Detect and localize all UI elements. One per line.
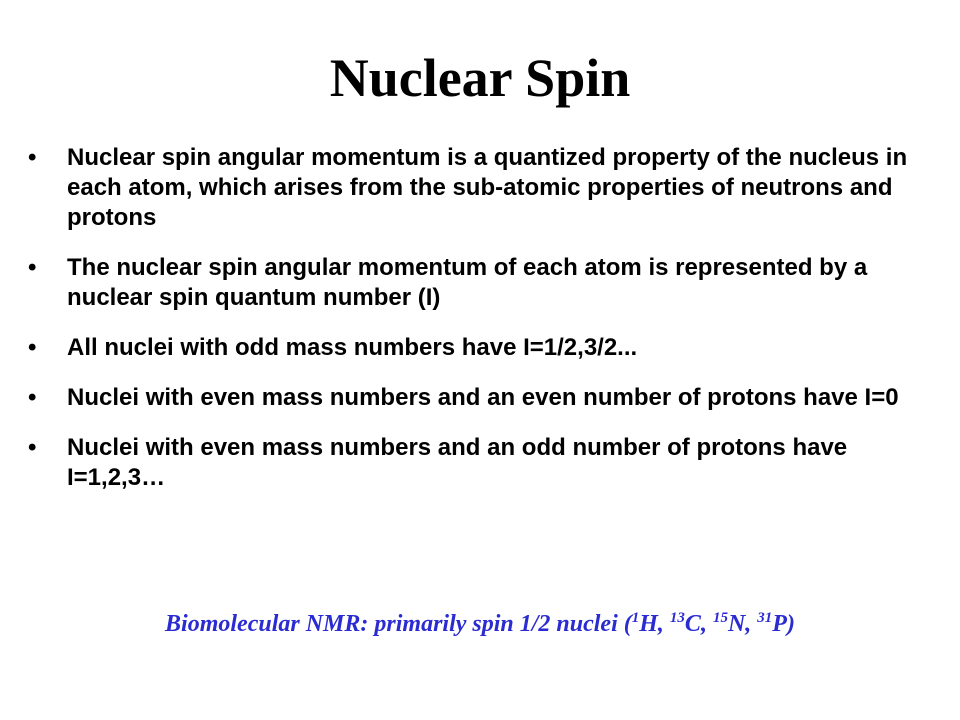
bullet-dot-icon: • [28, 434, 37, 461]
isotope-separator: , [745, 611, 758, 637]
isotope-mass: 15 [712, 610, 728, 626]
bullet-text: All nuclei with odd mass numbers have I=1/2,3/2... [67, 334, 638, 361]
isotope-symbol: P [772, 611, 787, 637]
isotope-separator: , [657, 611, 670, 637]
isotope-separator: , [700, 611, 713, 637]
bullet-item [0, 433, 927, 493]
slide-title: Nuclear Spin [329, 48, 631, 108]
bullet-item [0, 383, 927, 413]
bullet-dot-icon: • [28, 384, 37, 411]
footer-suffix: ) [786, 611, 795, 637]
bullet-text: Nuclei with even mass numbers and an even number of protons have I=0 [67, 384, 899, 411]
bullet-text: The nuclear spin angular momentum of each atom is represented by a nuclear spin quantum number (I) [67, 254, 868, 311]
bullet-dot-icon: • [28, 334, 37, 361]
bullet-text: Nuclear spin angular momentum is a quantized property of the nucleus in each atom, which arises from the sub-atomic properties of neutrons and protons [67, 144, 908, 231]
isotope-symbol: C [684, 611, 701, 637]
footer-prefix: Biomolecular NMR: primarily spin 1/2 nuclei ( [165, 611, 632, 637]
bullet-list [0, 143, 960, 513]
bullet-dot-icon: • [28, 144, 37, 171]
isotope-mass: 13 [669, 610, 685, 626]
bullet-text: Nuclei with even mass numbers and an odd number of protons have I=1,2,3… [67, 434, 848, 491]
bullet-item [0, 333, 927, 363]
isotope-symbol: N [727, 611, 746, 637]
bullet-item [0, 253, 927, 313]
isotope-mass: 31 [757, 610, 773, 626]
isotope-symbol: H [639, 611, 658, 637]
bullet-dot-icon: • [28, 254, 37, 281]
bullet-item [0, 143, 927, 233]
isotope-mass: 1 [631, 610, 640, 626]
footer-note [0, 608, 960, 640]
